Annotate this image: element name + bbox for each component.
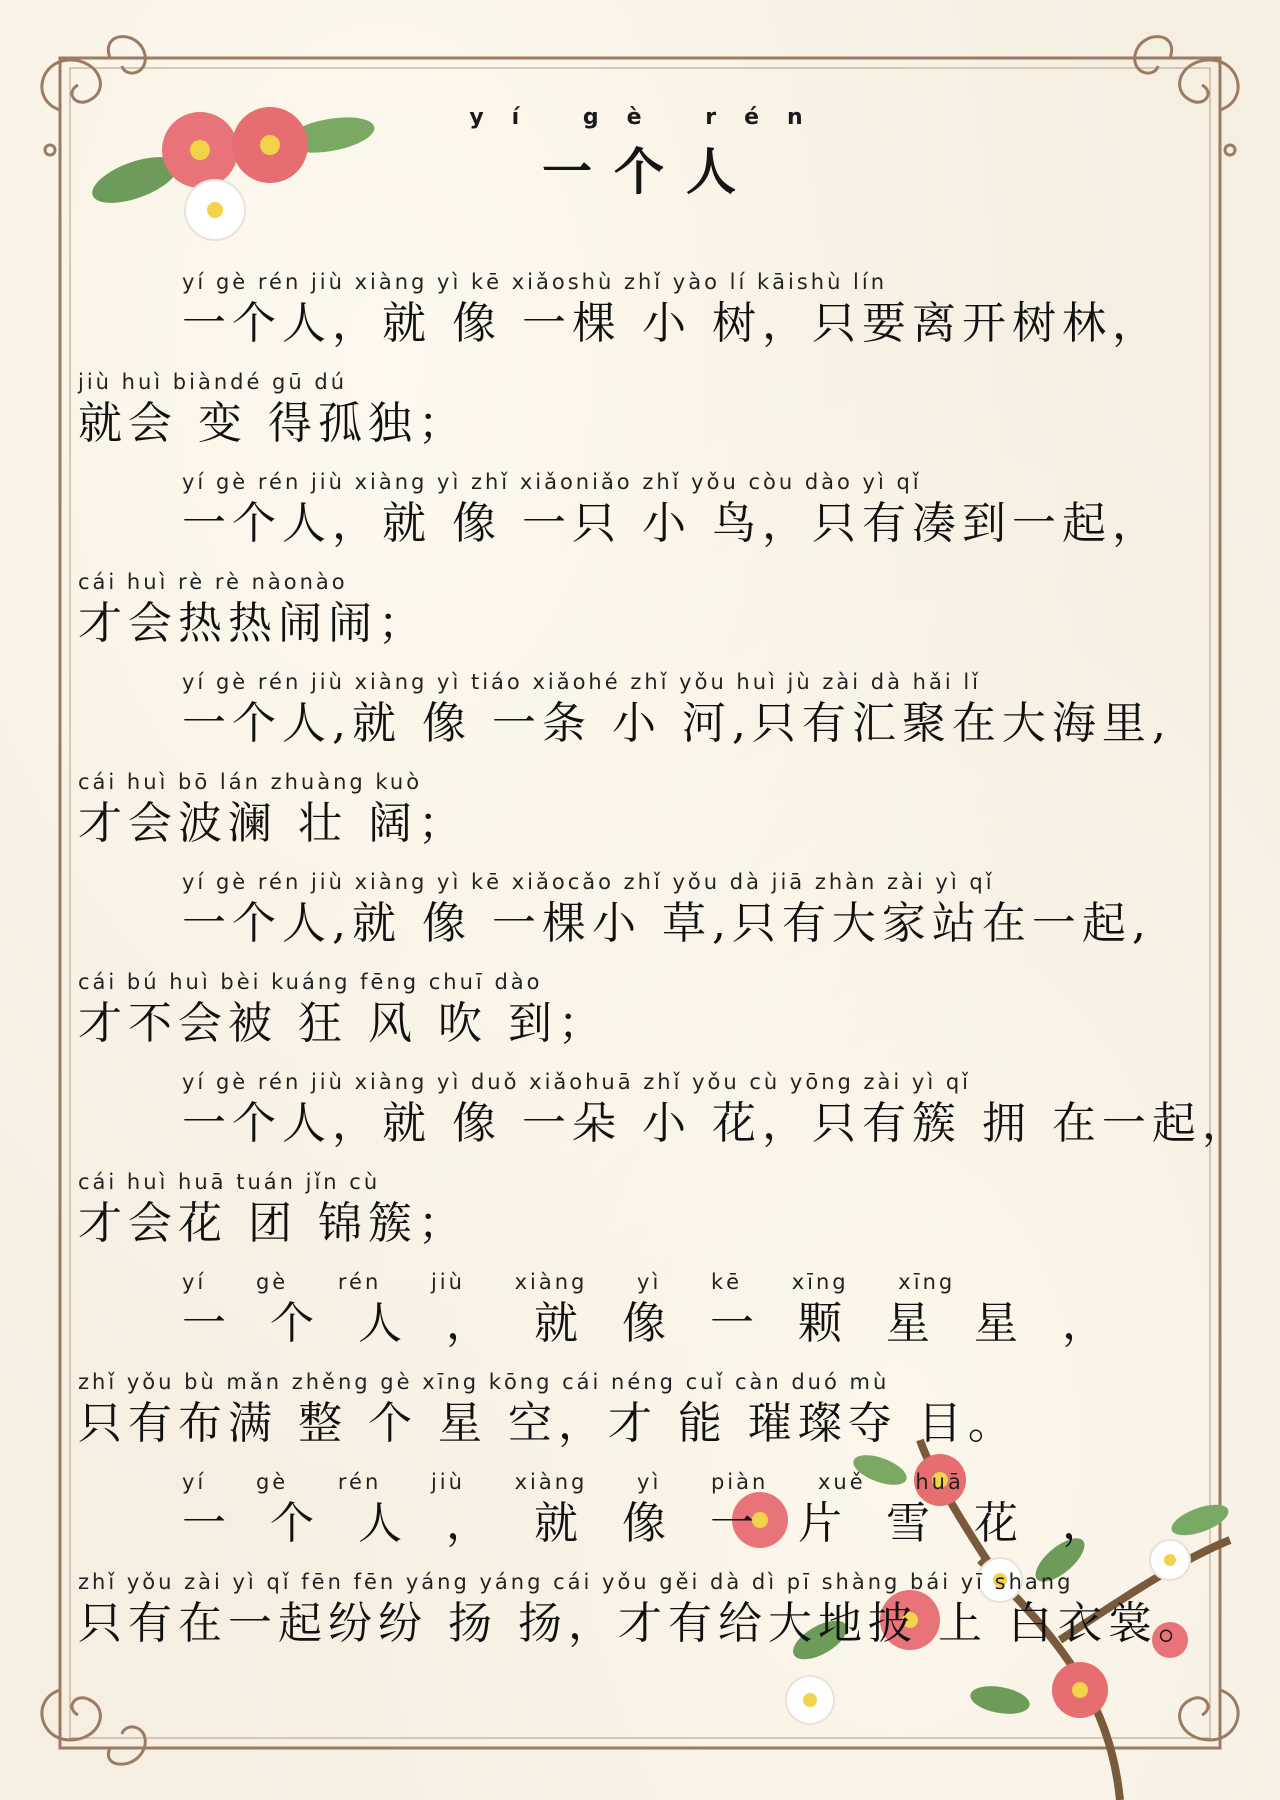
- poem-line-11: [182, 1270, 1150, 1350]
- line-hanzi: 才不会被 狂 风 吹 到；: [78, 998, 608, 1049]
- line-pinyin: yí gè rén jiù xiàng yì zhǐ xiǎoniǎo zhǐ yǒu còu dào yì qǐ: [182, 470, 922, 494]
- poem-line-2: [78, 370, 468, 450]
- poem-line-9: [182, 1070, 1252, 1150]
- line-hanzi: 一个人，就 像 一朵 小 花，只有簇 拥 在一起，: [182, 1098, 1252, 1149]
- line-hanzi: 只有在一起纷纷 扬 扬，才有给大地披 上 白衣裳。: [78, 1598, 1208, 1649]
- line-hanzi: 一个人，就像一片雪花，: [182, 1498, 1150, 1549]
- poem-line-13: [182, 1470, 1150, 1550]
- line-hanzi: 才会波澜 壮 阔；: [78, 798, 468, 849]
- poem-title: [0, 105, 1280, 204]
- line-hanzi: 一个人，就像一颗星星，: [182, 1298, 1150, 1349]
- line-pinyin: yí gè rén jiù xiàng yì kē xiǎocǎo zhǐ yǒu dà jiā zhàn zài yì qǐ: [182, 870, 995, 894]
- poem-line-14: [78, 1570, 1208, 1650]
- line-hanzi: 才会热热闹闹；: [78, 598, 428, 649]
- poem-line-3: [182, 470, 1162, 550]
- line-pinyin: yí gè rén jiù xiàng yì tiáo xiǎohé zhǐ yǒu huì jù zài dà hǎi lǐ: [182, 670, 982, 694]
- poem-line-5: [182, 670, 1172, 750]
- line-pinyin: cái huì rè rè nàonào: [78, 570, 348, 594]
- poem-line-10: [78, 1170, 468, 1250]
- line-hanzi: 只有布满 整 个 星 空，才 能 璀璨夺 目。: [78, 1398, 1018, 1449]
- title-hanzi: 一个人: [542, 142, 758, 201]
- line-hanzi: 一个人,就 像 一棵小 草,只有大家站在一起,: [182, 898, 1152, 949]
- line-pinyin: cái huì huā tuán jǐn cù: [78, 1170, 381, 1194]
- corner-ornament-bottom-right: [1180, 1690, 1239, 1740]
- poem-line-6: [78, 770, 468, 850]
- line-pinyin: zhǐ yǒu bù mǎn zhěng gè xīng kōng cái néng cuǐ càn duó mù: [78, 1370, 890, 1394]
- line-pinyin: yí gè rén jiù xiàng yì piàn xuě huā: [182, 1470, 964, 1494]
- poem-line-4: [78, 570, 428, 650]
- poem-line-1: [182, 270, 1162, 350]
- line-pinyin: zhǐ yǒu zài yì qǐ fēn fēn yáng yáng cái yǒu gěi dà dì pī shàng bái yī shang: [78, 1570, 1074, 1594]
- line-hanzi: 才会花 团 锦簇；: [78, 1198, 468, 1249]
- line-pinyin: cái huì bō lán zhuàng kuò: [78, 770, 423, 794]
- corner-ornament-bottom-left: [42, 1690, 145, 1764]
- line-pinyin: yí gè rén jiù xiàng yì kē xiǎoshù zhǐ yào lí kāishù lín: [182, 270, 888, 294]
- line-hanzi: 一个人，就 像 一只 小 鸟，只有凑到一起，: [182, 498, 1162, 549]
- line-hanzi: 就会 变 得孤独；: [78, 398, 468, 449]
- title-pinyin: yí gè rén: [469, 105, 831, 130]
- line-pinyin: cái bú huì bèi kuáng fēng chuī dào: [78, 970, 543, 994]
- line-pinyin: jiù huì biàndé gū dú: [78, 370, 348, 394]
- poem-line-12: [78, 1370, 1018, 1450]
- line-hanzi: 一个人,就 像 一条 小 河,只有汇聚在大海里,: [182, 698, 1172, 749]
- poem-line-8: [78, 970, 608, 1050]
- line-hanzi: 一个人，就 像 一棵 小 树，只要离开树林，: [182, 298, 1162, 349]
- line-pinyin: yí gè rén jiù xiàng yì duǒ xiǎohuā zhǐ yǒu cù yōng zài yì qǐ: [182, 1070, 972, 1094]
- line-pinyin: yí gè rén jiù xiàng yì kē xīng xīng: [182, 1270, 956, 1294]
- poem-line-7: [182, 870, 1152, 950]
